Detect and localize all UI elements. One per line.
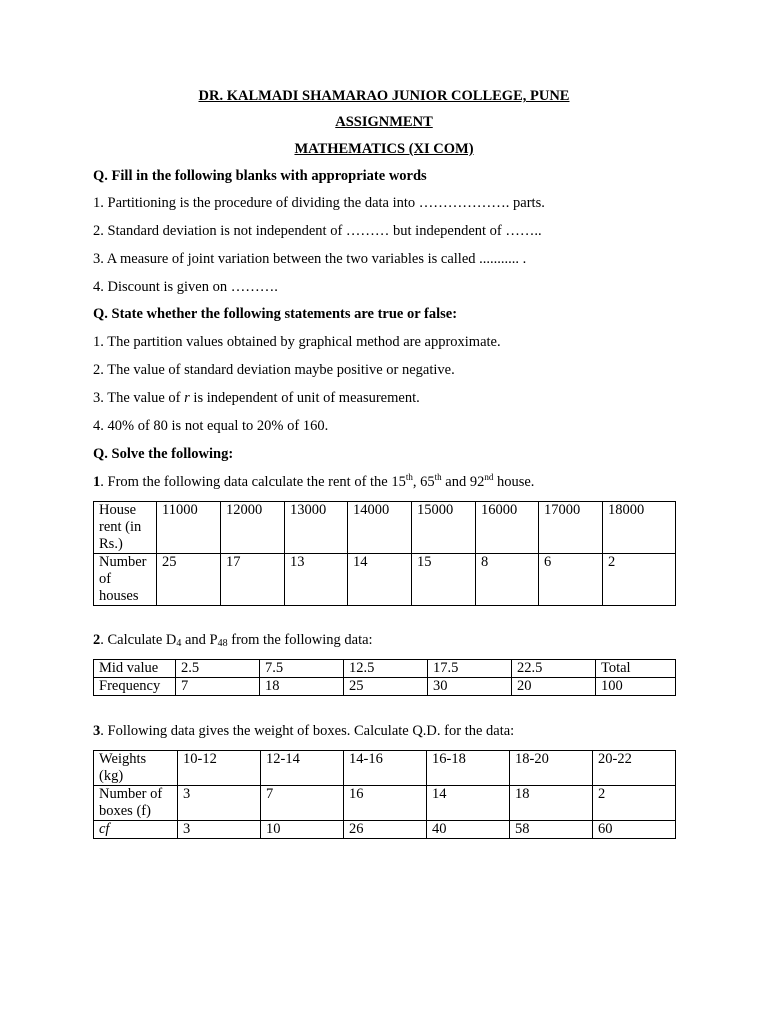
mid-value-row xyxy=(94,660,676,678)
table-cell: 2.5 xyxy=(176,660,260,678)
table-cell: 13 xyxy=(285,554,348,606)
table-cell: 20 xyxy=(512,678,596,696)
solve-heading: Q. Solve the following: xyxy=(93,446,234,462)
boxes-row xyxy=(94,786,676,821)
table-cell: 14 xyxy=(427,786,510,821)
table-cell: 18 xyxy=(260,678,344,696)
subject-title: MATHEMATICS (XI COM) xyxy=(294,141,474,157)
table-cell: 60 xyxy=(593,821,676,839)
table-cell: Total xyxy=(596,660,676,678)
frequency-table xyxy=(93,659,676,696)
variable-r: r xyxy=(184,390,190,406)
table-cell: Weights (kg) xyxy=(94,751,178,786)
table-cell: 25 xyxy=(344,678,428,696)
table-cell: 11000 xyxy=(157,502,221,554)
table-cell: 15 xyxy=(412,554,476,606)
frequency-row xyxy=(94,678,676,696)
table-cell: 25 xyxy=(157,554,221,606)
table-cell: 7 xyxy=(261,786,344,821)
table-cell: House rent (in Rs.) xyxy=(94,502,157,554)
table-cell: 17.5 xyxy=(428,660,512,678)
question-3: 3. Following data gives the weight of boxes. Calculate Q.D. for the data: xyxy=(93,723,515,739)
table-cell: 10-12 xyxy=(178,751,261,786)
true-false-item-1: 1. The partition values obtained by graphical method are approximate. xyxy=(93,334,501,350)
table-cell: 40 xyxy=(427,821,510,839)
table-cell: 12-14 xyxy=(261,751,344,786)
table-cell: 20-22 xyxy=(593,751,676,786)
table-cell: 30 xyxy=(428,678,512,696)
table-cell: 17000 xyxy=(539,502,603,554)
table-cell: 18-20 xyxy=(510,751,593,786)
true-false-item-3: 3. The value of r is independent of unit of measurement. xyxy=(93,390,420,406)
table-cell: 7 xyxy=(176,678,260,696)
table-cell: 14-16 xyxy=(344,751,427,786)
table-cell: 12000 xyxy=(221,502,285,554)
table-cell: 6 xyxy=(539,554,603,606)
table-cell: 14 xyxy=(348,554,412,606)
cf-row xyxy=(94,821,676,839)
table-cell: 12.5 xyxy=(344,660,428,678)
table-cell: 8 xyxy=(476,554,539,606)
assignment-title: ASSIGNMENT xyxy=(335,114,433,130)
table-cell: 14000 xyxy=(348,502,412,554)
table-cell: 18 xyxy=(510,786,593,821)
fill-blank-item-3: 3. A measure of joint variation between the two variables is called ........... . xyxy=(93,251,527,267)
fill-blanks-heading: Q. Fill in the following blanks with appropriate words xyxy=(93,168,427,184)
table-cell: 18000 xyxy=(603,502,676,554)
weights-row xyxy=(94,751,676,786)
true-false-item-4: 4. 40% of 80 is not equal to 20% of 160. xyxy=(93,418,329,434)
table-cell: 15000 xyxy=(412,502,476,554)
table-cell: 16 xyxy=(344,786,427,821)
true-false-item-2: 2. The value of standard deviation maybe positive or negative. xyxy=(93,362,455,378)
question-2: 2. Calculate $D_4$ and $P_{48}$ from the following data: xyxy=(93,632,373,649)
college-name: DR. KALMADI SHAMARAO JUNIOR COLLEGE, PUNE xyxy=(198,88,570,104)
table-cell: 7.5 xyxy=(260,660,344,678)
question-1: 1. From the following data calculate the rent of the 15th, 65th and 92nd house. xyxy=(93,472,535,490)
table-cell: 26 xyxy=(344,821,427,839)
table-cell: 3 xyxy=(178,821,261,839)
table-cell: 2 xyxy=(603,554,676,606)
table-cell: 16-18 xyxy=(427,751,510,786)
houses-table-row xyxy=(94,554,676,606)
table-cell: 2 xyxy=(593,786,676,821)
table-cell: 58 xyxy=(510,821,593,839)
table-cell: 17 xyxy=(221,554,285,606)
table-cell: 13000 xyxy=(285,502,348,554)
table-cell: Frequency xyxy=(94,678,176,696)
fill-blank-item-2: 2. Standard deviation is not independent of ……… but independent of …….. xyxy=(93,223,542,239)
table-cell: 100 xyxy=(596,678,676,696)
table-cell: 10 xyxy=(261,821,344,839)
fill-blank-item-4: 4. Discount is given on ………. xyxy=(93,279,278,295)
table-cell: 22.5 xyxy=(512,660,596,678)
table-cell: cf xyxy=(94,821,178,839)
true-false-heading: Q. State whether the following statements are true or false: xyxy=(93,306,458,322)
rent-table-row xyxy=(94,502,676,554)
table-cell: Mid value xyxy=(94,660,176,678)
table-cell: 16000 xyxy=(476,502,539,554)
table-cell: Number of houses xyxy=(94,554,157,606)
rent-table xyxy=(93,501,676,606)
fill-blank-item-1: 1. Partitioning is the procedure of dividing the data into ………………. parts. xyxy=(93,195,545,211)
weights-table xyxy=(93,750,676,839)
table-cell: 3 xyxy=(178,786,261,821)
table-cell: Number of boxes (f) xyxy=(94,786,178,821)
